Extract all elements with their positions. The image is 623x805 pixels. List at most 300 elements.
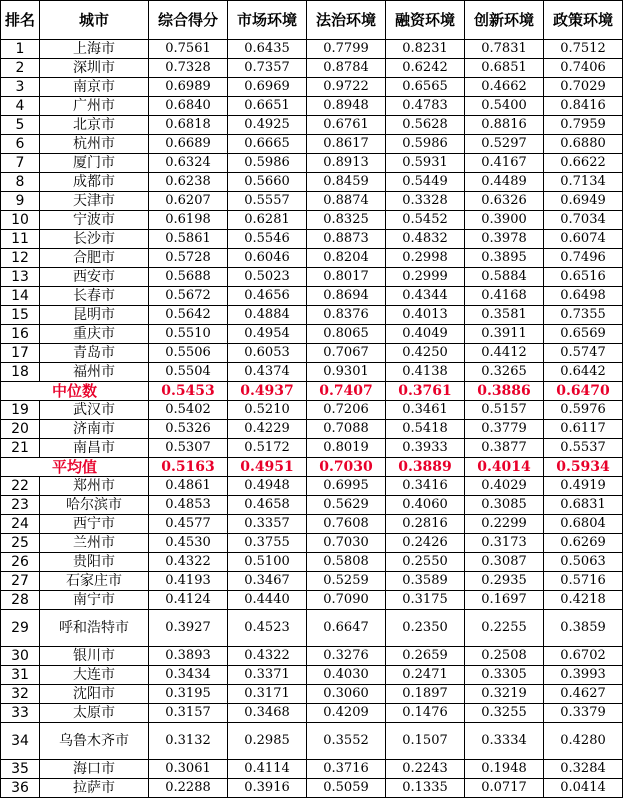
overall-score-cell: 0.7328 <box>149 59 228 78</box>
policy-env-cell: 0.6117 <box>544 420 623 439</box>
overall-score-cell: 0.6840 <box>149 97 228 116</box>
financing-env-cell: 0.2816 <box>386 515 465 534</box>
financing-env-cell: 0.5628 <box>386 116 465 135</box>
rank-cell: 2 <box>1 59 40 78</box>
legal-env-cell: 0.5259 <box>307 572 386 591</box>
city-cell: 天津市 <box>40 192 149 211</box>
legal-env-cell: 0.8459 <box>307 173 386 192</box>
table-row <box>1 154 623 173</box>
rank-cell: 18 <box>1 363 40 382</box>
rank-cell: 27 <box>1 572 40 591</box>
city-cell: 拉萨市 <box>40 779 149 798</box>
financing-env-cell: 0.4060 <box>386 496 465 515</box>
table-row <box>1 97 623 116</box>
policy-env-cell: 0.7029 <box>544 78 623 97</box>
city-cell: 南宁市 <box>40 591 149 610</box>
table-row <box>1 173 623 192</box>
market-env-cell: 0.3467 <box>228 572 307 591</box>
legal-env-cell: 0.8617 <box>307 135 386 154</box>
city-cell: 银川市 <box>40 647 149 666</box>
policy-env-cell: 0.5537 <box>544 439 623 458</box>
market-env-cell: 0.6969 <box>228 78 307 97</box>
market-env-cell: 0.4523 <box>228 610 307 647</box>
rank-cell: 8 <box>1 173 40 192</box>
city-cell: 昆明市 <box>40 306 149 325</box>
table-row <box>1 496 623 515</box>
policy-env-cell: 0.6804 <box>544 515 623 534</box>
legal-env-cell: 0.7608 <box>307 515 386 534</box>
legal-env-cell: 0.7067 <box>307 344 386 363</box>
city-cell: 西安市 <box>40 268 149 287</box>
financing-env-cell: 0.5931 <box>386 154 465 173</box>
rank-cell: 31 <box>1 666 40 685</box>
table-row <box>1 534 623 553</box>
policy-env-cell: 0.5063 <box>544 553 623 572</box>
overall-score-cell: 0.5672 <box>149 287 228 306</box>
innovation-env-cell: 0.1948 <box>465 760 544 779</box>
rank-cell: 14 <box>1 287 40 306</box>
overall-score-cell: 0.5402 <box>149 401 228 420</box>
rank-cell: 7 <box>1 154 40 173</box>
rank-cell: 16 <box>1 325 40 344</box>
policy-env-cell: 0.7496 <box>544 249 623 268</box>
policy-env-cell: 0.6516 <box>544 268 623 287</box>
innovation-env-cell: 0.3779 <box>465 420 544 439</box>
rank-cell: 25 <box>1 534 40 553</box>
policy-env-cell: 0.8416 <box>544 97 623 116</box>
header-market-env: 市场环境 <box>228 1 307 40</box>
rank-cell: 17 <box>1 344 40 363</box>
market-env-cell: 0.4937 <box>228 382 307 401</box>
legal-env-cell: 0.6995 <box>307 477 386 496</box>
market-env-cell: 0.5660 <box>228 173 307 192</box>
policy-env-cell: 0.6831 <box>544 496 623 515</box>
table-row <box>1 553 623 572</box>
overall-score-cell: 0.3061 <box>149 760 228 779</box>
overall-score-cell: 0.5728 <box>149 249 228 268</box>
financing-env-cell: 0.3175 <box>386 591 465 610</box>
market-env-cell: 0.2985 <box>228 723 307 760</box>
innovation-env-cell: 0.6326 <box>465 192 544 211</box>
rank-cell: 15 <box>1 306 40 325</box>
policy-env-cell: 0.6569 <box>544 325 623 344</box>
table-row <box>1 287 623 306</box>
city-cell: 武汉市 <box>40 401 149 420</box>
financing-env-cell: 0.3889 <box>386 458 465 477</box>
rank-cell: 29 <box>1 610 40 647</box>
policy-env-cell: 0.6949 <box>544 192 623 211</box>
financing-env-cell: 0.6565 <box>386 78 465 97</box>
innovation-env-cell: 0.4167 <box>465 154 544 173</box>
policy-env-cell: 0.6498 <box>544 287 623 306</box>
overall-score-cell: 0.4530 <box>149 534 228 553</box>
overall-score-cell: 0.5326 <box>149 420 228 439</box>
innovation-env-cell: 0.3900 <box>465 211 544 230</box>
innovation-env-cell: 0.4489 <box>465 173 544 192</box>
rank-cell: 20 <box>1 420 40 439</box>
legal-env-cell: 0.3552 <box>307 723 386 760</box>
innovation-env-cell: 0.3305 <box>465 666 544 685</box>
rank-cell: 4 <box>1 97 40 116</box>
market-env-cell: 0.6053 <box>228 344 307 363</box>
innovation-env-cell: 0.0717 <box>465 779 544 798</box>
financing-env-cell: 0.4344 <box>386 287 465 306</box>
market-env-cell: 0.3468 <box>228 704 307 723</box>
market-env-cell: 0.4229 <box>228 420 307 439</box>
financing-env-cell: 0.2999 <box>386 268 465 287</box>
policy-env-cell: 0.4218 <box>544 591 623 610</box>
financing-env-cell: 0.3589 <box>386 572 465 591</box>
overall-score-cell: 0.5504 <box>149 363 228 382</box>
legal-env-cell: 0.8874 <box>307 192 386 211</box>
rank-cell: 12 <box>1 249 40 268</box>
rank-cell: 22 <box>1 477 40 496</box>
financing-env-cell: 0.2243 <box>386 760 465 779</box>
overall-score-cell: 0.3893 <box>149 647 228 666</box>
table-row <box>1 591 623 610</box>
overall-score-cell: 0.3434 <box>149 666 228 685</box>
city-cell: 福州市 <box>40 363 149 382</box>
market-env-cell: 0.4884 <box>228 306 307 325</box>
legal-env-cell: 0.9722 <box>307 78 386 97</box>
innovation-env-cell: 0.2508 <box>465 647 544 666</box>
policy-env-cell: 0.7034 <box>544 211 623 230</box>
innovation-env-cell: 0.4662 <box>465 78 544 97</box>
overall-score-cell: 0.3132 <box>149 723 228 760</box>
market-env-cell: 0.6665 <box>228 135 307 154</box>
market-env-cell: 0.5172 <box>228 439 307 458</box>
rank-cell: 34 <box>1 723 40 760</box>
market-env-cell: 0.4374 <box>228 363 307 382</box>
policy-env-cell: 0.7512 <box>544 40 623 59</box>
legal-env-cell: 0.7407 <box>307 382 386 401</box>
financing-env-cell: 0.1476 <box>386 704 465 723</box>
legal-env-cell: 0.8019 <box>307 439 386 458</box>
legal-env-cell: 0.5629 <box>307 496 386 515</box>
table-row <box>1 230 623 249</box>
table-row <box>1 344 623 363</box>
market-env-cell: 0.3357 <box>228 515 307 534</box>
table-row <box>1 685 623 704</box>
legal-env-cell: 0.8376 <box>307 306 386 325</box>
innovation-env-cell: 0.7831 <box>465 40 544 59</box>
city-cell: 乌鲁木齐市 <box>40 723 149 760</box>
innovation-env-cell: 0.8816 <box>465 116 544 135</box>
innovation-env-cell: 0.5884 <box>465 268 544 287</box>
financing-env-cell: 0.3461 <box>386 401 465 420</box>
city-cell: 杭州市 <box>40 135 149 154</box>
rank-cell: 36 <box>1 779 40 798</box>
market-env-cell: 0.5100 <box>228 553 307 572</box>
rank-cell: 6 <box>1 135 40 154</box>
table-row <box>1 666 623 685</box>
legal-env-cell: 0.6647 <box>307 610 386 647</box>
innovation-env-cell: 0.5297 <box>465 135 544 154</box>
overall-score-cell: 0.5642 <box>149 306 228 325</box>
financing-env-cell: 0.5986 <box>386 135 465 154</box>
table-row <box>1 249 623 268</box>
innovation-env-cell: 0.5400 <box>465 97 544 116</box>
policy-env-cell: 0.7134 <box>544 173 623 192</box>
legal-env-cell: 0.7206 <box>307 401 386 420</box>
policy-env-cell: 0.6702 <box>544 647 623 666</box>
overall-score-cell: 0.4853 <box>149 496 228 515</box>
overall-score-cell: 0.4861 <box>149 477 228 496</box>
table-row <box>1 306 623 325</box>
overall-score-cell: 0.4193 <box>149 572 228 591</box>
table-row <box>1 40 623 59</box>
financing-env-cell: 0.2998 <box>386 249 465 268</box>
innovation-env-cell: 0.3255 <box>465 704 544 723</box>
legal-env-cell: 0.9301 <box>307 363 386 382</box>
city-cell: 郑州市 <box>40 477 149 496</box>
market-env-cell: 0.5557 <box>228 192 307 211</box>
overall-score-cell: 0.7561 <box>149 40 228 59</box>
financing-env-cell: 0.4138 <box>386 363 465 382</box>
policy-env-cell: 0.0414 <box>544 779 623 798</box>
table-row <box>1 610 623 647</box>
table-row <box>1 439 623 458</box>
policy-env-cell: 0.3993 <box>544 666 623 685</box>
table-row <box>1 363 623 382</box>
city-cell: 大连市 <box>40 666 149 685</box>
legal-env-cell: 0.8913 <box>307 154 386 173</box>
overall-score-cell: 0.6818 <box>149 116 228 135</box>
rank-cell: 35 <box>1 760 40 779</box>
header-overall-score: 综合得分 <box>149 1 228 40</box>
financing-env-cell: 0.2471 <box>386 666 465 685</box>
rank-cell: 26 <box>1 553 40 572</box>
market-env-cell: 0.5546 <box>228 230 307 249</box>
policy-env-cell: 0.4919 <box>544 477 623 496</box>
rank-cell: 32 <box>1 685 40 704</box>
header-row <box>1 1 623 40</box>
financing-env-cell: 0.1507 <box>386 723 465 760</box>
market-env-cell: 0.3916 <box>228 779 307 798</box>
header-policy-env: 政策环境 <box>544 1 623 40</box>
market-env-cell: 0.6281 <box>228 211 307 230</box>
innovation-env-cell: 0.4014 <box>465 458 544 477</box>
policy-env-cell: 0.4627 <box>544 685 623 704</box>
table-row <box>1 647 623 666</box>
market-env-cell: 0.5210 <box>228 401 307 420</box>
city-cell: 石家庄市 <box>40 572 149 591</box>
legal-env-cell: 0.8948 <box>307 97 386 116</box>
overall-score-cell: 0.6238 <box>149 173 228 192</box>
table-row <box>1 477 623 496</box>
table-row <box>1 572 623 591</box>
market-env-cell: 0.4925 <box>228 116 307 135</box>
rank-cell: 10 <box>1 211 40 230</box>
innovation-env-cell: 0.6851 <box>465 59 544 78</box>
city-cell: 太原市 <box>40 704 149 723</box>
overall-score-cell: 0.6207 <box>149 192 228 211</box>
financing-env-cell: 0.4832 <box>386 230 465 249</box>
table-row <box>1 420 623 439</box>
innovation-env-cell: 0.3085 <box>465 496 544 515</box>
market-env-cell: 0.6435 <box>228 40 307 59</box>
overall-score-cell: 0.4577 <box>149 515 228 534</box>
overall-score-cell: 0.5453 <box>149 382 228 401</box>
policy-env-cell: 0.3284 <box>544 760 623 779</box>
city-cell: 重庆市 <box>40 325 149 344</box>
innovation-env-cell: 0.3087 <box>465 553 544 572</box>
city-cell: 宁波市 <box>40 211 149 230</box>
innovation-env-cell: 0.5157 <box>465 401 544 420</box>
city-cell: 深圳市 <box>40 59 149 78</box>
market-env-cell: 0.4656 <box>228 287 307 306</box>
legal-env-cell: 0.7799 <box>307 40 386 59</box>
financing-env-cell: 0.1897 <box>386 685 465 704</box>
city-cell: 南昌市 <box>40 439 149 458</box>
city-cell: 沈阳市 <box>40 685 149 704</box>
legal-env-cell: 0.7088 <box>307 420 386 439</box>
legal-env-cell: 0.4209 <box>307 704 386 723</box>
city-cell: 北京市 <box>40 116 149 135</box>
policy-env-cell: 0.5934 <box>544 458 623 477</box>
legal-env-cell: 0.5808 <box>307 553 386 572</box>
financing-env-cell: 0.2350 <box>386 610 465 647</box>
city-cell: 长春市 <box>40 287 149 306</box>
table-row <box>1 515 623 534</box>
legal-env-cell: 0.6761 <box>307 116 386 135</box>
legal-env-cell: 0.8694 <box>307 287 386 306</box>
city-cell: 广州市 <box>40 97 149 116</box>
market-env-cell: 0.4658 <box>228 496 307 515</box>
policy-env-cell: 0.3859 <box>544 610 623 647</box>
legal-env-cell: 0.3276 <box>307 647 386 666</box>
financing-env-cell: 0.3416 <box>386 477 465 496</box>
city-cell: 成都市 <box>40 173 149 192</box>
financing-env-cell: 0.1335 <box>386 779 465 798</box>
overall-score-cell: 0.5688 <box>149 268 228 287</box>
financing-env-cell: 0.4783 <box>386 97 465 116</box>
table-row <box>1 268 623 287</box>
rank-cell: 21 <box>1 439 40 458</box>
policy-env-cell: 0.4280 <box>544 723 623 760</box>
innovation-env-cell: 0.3581 <box>465 306 544 325</box>
header-innovation-env: 创新环境 <box>465 1 544 40</box>
table-row <box>1 192 623 211</box>
city-cell: 上海市 <box>40 40 149 59</box>
city-cell: 青岛市 <box>40 344 149 363</box>
policy-env-cell: 0.5716 <box>544 572 623 591</box>
policy-env-cell: 0.7406 <box>544 59 623 78</box>
rank-cell: 11 <box>1 230 40 249</box>
rank-cell: 33 <box>1 704 40 723</box>
table-row <box>1 211 623 230</box>
table-row <box>1 760 623 779</box>
innovation-env-cell: 0.4168 <box>465 287 544 306</box>
legal-env-cell: 0.8784 <box>307 59 386 78</box>
city-cell: 兰州市 <box>40 534 149 553</box>
overall-score-cell: 0.6989 <box>149 78 228 97</box>
summary-label: 中位数 <box>1 382 149 401</box>
policy-env-cell: 0.6269 <box>544 534 623 553</box>
city-cell: 贵阳市 <box>40 553 149 572</box>
market-env-cell: 0.4114 <box>228 760 307 779</box>
innovation-env-cell: 0.3334 <box>465 723 544 760</box>
overall-score-cell: 0.3927 <box>149 610 228 647</box>
overall-score-cell: 0.6324 <box>149 154 228 173</box>
overall-score-cell: 0.6689 <box>149 135 228 154</box>
policy-env-cell: 0.7355 <box>544 306 623 325</box>
legal-env-cell: 0.4030 <box>307 666 386 685</box>
rank-cell: 23 <box>1 496 40 515</box>
financing-env-cell: 0.2659 <box>386 647 465 666</box>
market-env-cell: 0.3755 <box>228 534 307 553</box>
legal-env-cell: 0.7090 <box>307 591 386 610</box>
city-cell: 济南市 <box>40 420 149 439</box>
market-env-cell: 0.6046 <box>228 249 307 268</box>
policy-env-cell: 0.6074 <box>544 230 623 249</box>
rank-cell: 3 <box>1 78 40 97</box>
overall-score-cell: 0.5510 <box>149 325 228 344</box>
financing-env-cell: 0.4250 <box>386 344 465 363</box>
market-env-cell: 0.3371 <box>228 666 307 685</box>
financing-env-cell: 0.3933 <box>386 439 465 458</box>
summary-label: 平均值 <box>1 458 149 477</box>
summary-row <box>1 458 623 477</box>
city-cell: 西宁市 <box>40 515 149 534</box>
innovation-env-cell: 0.3886 <box>465 382 544 401</box>
policy-env-cell: 0.6880 <box>544 135 623 154</box>
header-city: 城市 <box>40 1 149 40</box>
financing-env-cell: 0.3761 <box>386 382 465 401</box>
legal-env-cell: 0.8017 <box>307 268 386 287</box>
market-env-cell: 0.3171 <box>228 685 307 704</box>
city-cell: 海口市 <box>40 760 149 779</box>
innovation-env-cell: 0.3978 <box>465 230 544 249</box>
table-row <box>1 401 623 420</box>
innovation-env-cell: 0.3219 <box>465 685 544 704</box>
overall-score-cell: 0.3195 <box>149 685 228 704</box>
financing-env-cell: 0.3328 <box>386 192 465 211</box>
city-cell: 哈尔滨市 <box>40 496 149 515</box>
policy-env-cell: 0.7959 <box>544 116 623 135</box>
legal-env-cell: 0.8873 <box>307 230 386 249</box>
overall-score-cell: 0.4124 <box>149 591 228 610</box>
financing-env-cell: 0.4049 <box>386 325 465 344</box>
table-row <box>1 723 623 760</box>
rank-cell: 24 <box>1 515 40 534</box>
header-legal-env: 法治环境 <box>307 1 386 40</box>
policy-env-cell: 0.6470 <box>544 382 623 401</box>
summary-row <box>1 382 623 401</box>
table-row <box>1 59 623 78</box>
market-env-cell: 0.4954 <box>228 325 307 344</box>
market-env-cell: 0.7357 <box>228 59 307 78</box>
market-env-cell: 0.6651 <box>228 97 307 116</box>
innovation-env-cell: 0.4412 <box>465 344 544 363</box>
rank-cell: 28 <box>1 591 40 610</box>
table-row <box>1 779 623 798</box>
legal-env-cell: 0.8065 <box>307 325 386 344</box>
innovation-env-cell: 0.4029 <box>465 477 544 496</box>
legal-env-cell: 0.3060 <box>307 685 386 704</box>
innovation-env-cell: 0.3173 <box>465 534 544 553</box>
policy-env-cell: 0.5747 <box>544 344 623 363</box>
table-row <box>1 325 623 344</box>
overall-score-cell: 0.5506 <box>149 344 228 363</box>
table-row <box>1 116 623 135</box>
overall-score-cell: 0.4322 <box>149 553 228 572</box>
table-body <box>1 40 623 798</box>
rank-cell: 1 <box>1 40 40 59</box>
legal-env-cell: 0.7030 <box>307 458 386 477</box>
policy-env-cell: 0.3379 <box>544 704 623 723</box>
innovation-env-cell: 0.3911 <box>465 325 544 344</box>
